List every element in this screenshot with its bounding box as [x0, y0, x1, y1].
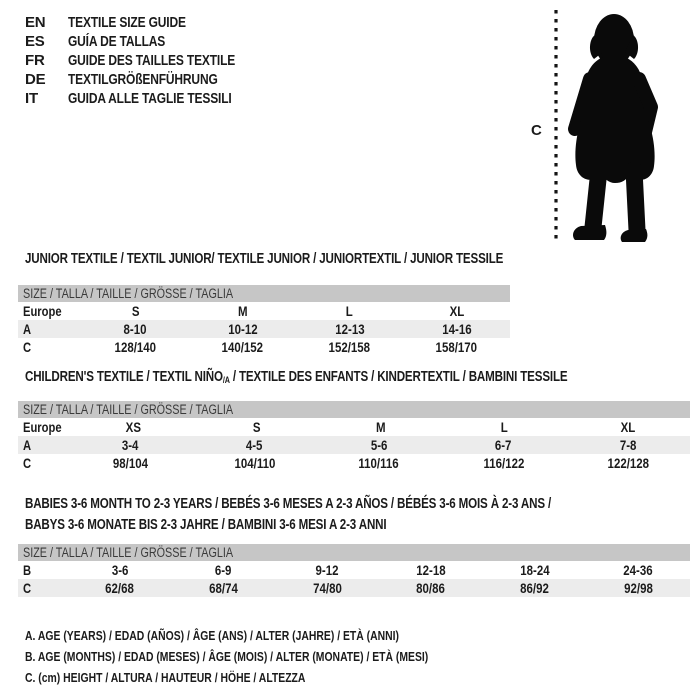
row-label: A [23, 437, 32, 453]
table-cell: 62/68 [105, 580, 135, 596]
toddler-silhouette-icon [548, 5, 693, 247]
table-cell: 98/104 [112, 455, 148, 471]
table-cell: 6-7 [495, 437, 512, 453]
table-cell: 14-16 [441, 321, 472, 337]
table-row-age-months [18, 561, 690, 579]
toddler-figure [573, 14, 655, 242]
table-cell: 9-12 [315, 562, 339, 578]
language-row-de [25, 70, 277, 89]
table-cell: 152/158 [328, 339, 371, 355]
table-cell: L [500, 419, 508, 435]
table-cell: 74/80 [312, 580, 342, 596]
footnote-c: C. (cm) HEIGHT / ALTURA / HAUTEUR / HÖHE / ALTEZZA [25, 670, 306, 685]
language-code: ES [25, 33, 45, 50]
table-cell: 18-24 [519, 562, 550, 578]
table-cell: 6-9 [215, 562, 232, 578]
table-cell: 3-6 [111, 562, 129, 578]
junior-section-title: JUNIOR TEXTILE / TEXTIL JUNIOR/ TEXTILE JUNIOR / JUNIORTEXTIL / JUNIOR TESSILE [25, 251, 504, 267]
row-label: A [23, 321, 32, 337]
babies-section-title: BABIES 3-6 MONTH TO 2-3 YEARS / BEBÉS 3-6 MESES A 2-3 AÑOS / BÉBÉS 3-6 MOIS À 2-3 ANS / BABYS 3-6 MONATE BIS 2-3 JAHRE / BAMBINI 3-6 MESI A 2-3 ANNI [25, 496, 552, 533]
language-label: TEXTILE SIZE GUIDE [68, 14, 186, 31]
footnote-b: B. AGE (MONTHS) / EDAD (MESES) / ÂGE (MOIS) / ALTER (MONATE) / ETÀ (MESI) [25, 649, 429, 664]
table-cell: S [131, 303, 140, 319]
footnotes [25, 628, 529, 691]
table-cell: XL [449, 303, 464, 319]
language-code: FR [25, 52, 45, 69]
table-cell: 7-8 [619, 437, 637, 453]
table-cell: 24-36 [623, 562, 653, 578]
table-row-age [18, 436, 690, 454]
babies-size-table [18, 544, 690, 597]
size-header-bar: SIZE / TALLA / TAILLE / GRÖSSE / TAGLIA [18, 401, 690, 418]
table-cell: 68/74 [209, 580, 238, 596]
table-cell: S [253, 419, 261, 435]
table-cell: 10-12 [227, 321, 258, 337]
table-row-height [18, 579, 690, 597]
table-cell: M [237, 303, 248, 319]
nino-a-subscript: /A [222, 375, 230, 385]
table-row-height [18, 454, 690, 472]
table-cell: 12-18 [416, 562, 446, 578]
size-header-bar: SIZE / TALLA / TAILLE / GRÖSSE / TAGLIA [18, 544, 690, 561]
language-row-en [25, 13, 277, 32]
size-header-bar: SIZE / TALLA / TAILLE / GRÖSSE / TAGLIA [18, 285, 510, 302]
toddler-silhouette-figure [548, 5, 693, 247]
children-section-title: CHILDREN'S TEXTILE / TEXTIL NIÑO/A / TEXTILE DES ENFANTS / KINDERTEXTIL / BAMBINI TESSILE [25, 369, 568, 385]
language-label: GUIDE DES TAILLES TEXTILE [68, 52, 236, 69]
children-size-table [18, 401, 690, 472]
table-cell: 128/140 [114, 339, 157, 355]
table-cell: 4-5 [246, 437, 263, 453]
table-cell: 8-10 [124, 321, 147, 337]
language-row-it [25, 89, 277, 108]
table-cell: 86/92 [520, 580, 549, 596]
table-cell: 116/122 [482, 455, 524, 471]
table-row-height [18, 338, 510, 356]
language-label: GUÍA DE TALLAS [68, 33, 166, 50]
row-label: Europe [23, 303, 62, 319]
row-label: Europe [23, 419, 62, 435]
table-cell: XS [125, 419, 141, 435]
table-cell: 3-4 [121, 437, 139, 453]
language-row-es [25, 32, 277, 51]
language-list [25, 13, 277, 108]
table-cell: 122/128 [607, 455, 649, 471]
table-cell: 5-6 [370, 437, 388, 453]
table-cell: 80/86 [416, 580, 446, 596]
row-label: C [23, 455, 32, 471]
row-label: C [23, 580, 32, 596]
footnote-a: A. AGE (YEARS) / EDAD (AÑOS) / ÂGE (ANS) / ALTER (JAHRE) / ETÀ (ANNI) [25, 628, 400, 643]
language-label: TEXTILGRÖßENFÜHRUNG [68, 71, 218, 88]
table-row-age [18, 320, 510, 338]
language-code: EN [25, 14, 46, 31]
table-cell: 140/152 [221, 339, 264, 355]
row-label: B [23, 562, 32, 578]
table-cell: 104/110 [234, 455, 276, 471]
table-row-europe [18, 302, 510, 320]
row-label: C [23, 339, 32, 355]
junior-size-table [18, 285, 510, 356]
language-row-fr [25, 51, 277, 70]
table-row-europe [18, 418, 690, 436]
table-cell: L [345, 303, 354, 319]
height-measure-label: C [531, 122, 542, 139]
table-cell: 92/98 [623, 580, 653, 596]
table-cell: 110/116 [358, 455, 400, 471]
language-code: IT [25, 90, 38, 107]
table-cell: XL [620, 419, 636, 435]
table-cell: 12-13 [334, 321, 365, 337]
language-label: GUIDA ALLE TAGLIE TESSILI [68, 90, 232, 107]
language-code: DE [25, 71, 46, 88]
table-cell: 158/170 [435, 339, 478, 355]
table-cell: M [375, 419, 386, 435]
